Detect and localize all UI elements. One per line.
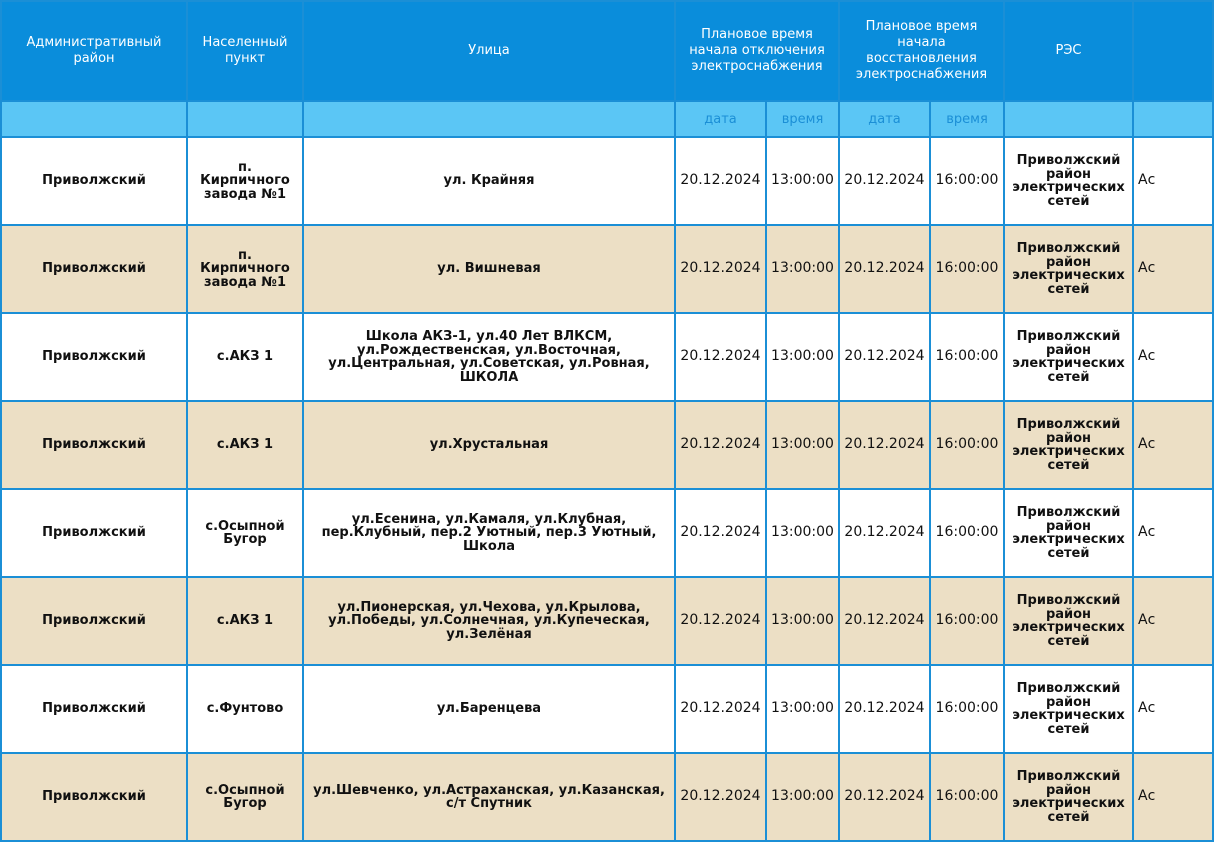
subheader-on-time: время: [930, 101, 1004, 137]
cell-off-date: 20.12.2024: [675, 225, 766, 313]
cell-on-date: 20.12.2024: [839, 225, 930, 313]
cell-locality: с.АКЗ 1: [187, 577, 303, 665]
cell-off-time: 13:00:00: [766, 313, 839, 401]
cell-on-date: 20.12.2024: [839, 577, 930, 665]
cell-street: ул.Есенина, ул.Камаля, ул.Клубная, пер.Клубный, пер.2 Уютный, пер.3 Уютный, Школа: [303, 489, 675, 577]
cell-locality: с.Осыпной Бугор: [187, 753, 303, 841]
cell-on-date: 20.12.2024: [839, 753, 930, 841]
cell-off-date: 20.12.2024: [675, 577, 766, 665]
cell-off-time: 13:00:00: [766, 401, 839, 489]
subheader-on-date: дата: [839, 101, 930, 137]
cell-extra: Ас: [1133, 225, 1213, 313]
cell-res: Приволжский район электрических сетей: [1004, 577, 1133, 665]
cell-street: ул.Баренцева: [303, 665, 675, 753]
cell-street: ул.Хрустальная: [303, 401, 675, 489]
cell-off-time: 13:00:00: [766, 137, 839, 225]
header-res: РЭС: [1004, 1, 1133, 101]
cell-district: Приволжский: [1, 577, 187, 665]
cell-off-time: 13:00:00: [766, 577, 839, 665]
cell-off-date: 20.12.2024: [675, 313, 766, 401]
cell-district: Приволжский: [1, 225, 187, 313]
table-row: [1, 225, 1213, 313]
cell-off-time: 13:00:00: [766, 489, 839, 577]
subheader-locality-empty: [187, 101, 303, 137]
subheader-street-empty: [303, 101, 675, 137]
cell-extra: Ас: [1133, 401, 1213, 489]
cell-off-date: 20.12.2024: [675, 665, 766, 753]
cell-off-date: 20.12.2024: [675, 489, 766, 577]
cell-on-date: 20.12.2024: [839, 665, 930, 753]
cell-on-time: 16:00:00: [930, 137, 1004, 225]
cell-locality: п. Кирпичного завода №1: [187, 137, 303, 225]
cell-extra: Ас: [1133, 313, 1213, 401]
table-body: [1, 137, 1213, 841]
cell-extra: Ас: [1133, 753, 1213, 841]
cell-off-date: 20.12.2024: [675, 137, 766, 225]
cell-district: Приволжский: [1, 753, 187, 841]
table-row: [1, 313, 1213, 401]
cell-extra: Ас: [1133, 665, 1213, 753]
cell-street: Школа АКЗ-1, ул.40 Лет ВЛКСМ, ул.Рождественская, ул.Восточная, ул.Центральная, ул.Советская, ул.Ровная, ШКОЛА: [303, 313, 675, 401]
table-subheader-row: [1, 101, 1213, 137]
cell-off-date: 20.12.2024: [675, 753, 766, 841]
cell-district: Приволжский: [1, 313, 187, 401]
table-row: [1, 137, 1213, 225]
cell-res: Приволжский район электрических сетей: [1004, 753, 1133, 841]
cell-street: ул.Шевченко, ул.Астраханская, ул.Казанская, с/т Спутник: [303, 753, 675, 841]
cell-on-time: 16:00:00: [930, 489, 1004, 577]
table-row: [1, 665, 1213, 753]
cell-on-date: 20.12.2024: [839, 489, 930, 577]
cell-off-time: 13:00:00: [766, 665, 839, 753]
cell-off-time: 13:00:00: [766, 225, 839, 313]
header-street: Улица: [303, 1, 675, 101]
table-header-row: [1, 1, 1213, 101]
cell-district: Приволжский: [1, 401, 187, 489]
table-row: [1, 489, 1213, 577]
cell-on-time: 16:00:00: [930, 665, 1004, 753]
cell-on-date: 20.12.2024: [839, 401, 930, 489]
cell-on-time: 16:00:00: [930, 225, 1004, 313]
cell-street: ул. Крайняя: [303, 137, 675, 225]
cell-locality: с.АКЗ 1: [187, 313, 303, 401]
cell-on-time: 16:00:00: [930, 313, 1004, 401]
cell-on-time: 16:00:00: [930, 577, 1004, 665]
cell-on-time: 16:00:00: [930, 753, 1004, 841]
cell-off-time: 13:00:00: [766, 753, 839, 841]
cell-extra: Ас: [1133, 489, 1213, 577]
cell-street: ул.Пионерская, ул.Чехова, ул.Крылова, ул.Победы, ул.Солнечная, ул.Купеческая, ул.Зелёная: [303, 577, 675, 665]
cell-on-date: 20.12.2024: [839, 137, 930, 225]
cell-on-time: 16:00:00: [930, 401, 1004, 489]
subheader-res-empty: [1004, 101, 1133, 137]
header-locality: Населенный пункт: [187, 1, 303, 101]
cell-locality: с.Фунтово: [187, 665, 303, 753]
subheader-off-time: время: [766, 101, 839, 137]
cell-res: Приволжский район электрических сетей: [1004, 401, 1133, 489]
cell-extra: Ас: [1133, 137, 1213, 225]
header-off-time: Плановое время начала отключения электроснабжения: [675, 1, 839, 101]
header-on-time: Плановое время начала восстановления электроснабжения: [839, 1, 1004, 101]
cell-locality: с.Осыпной Бугор: [187, 489, 303, 577]
subheader-district-empty: [1, 101, 187, 137]
cell-res: Приволжский район электрических сетей: [1004, 225, 1133, 313]
table-row: [1, 753, 1213, 841]
subheader-off-date: дата: [675, 101, 766, 137]
cell-locality: с.АКЗ 1: [187, 401, 303, 489]
subheader-extra-empty: [1133, 101, 1213, 137]
cell-off-date: 20.12.2024: [675, 401, 766, 489]
cell-locality: п. Кирпичного завода №1: [187, 225, 303, 313]
header-district: Административный район: [1, 1, 187, 101]
cell-district: Приволжский: [1, 137, 187, 225]
table-row: [1, 401, 1213, 489]
table-row: [1, 577, 1213, 665]
cell-district: Приволжский: [1, 665, 187, 753]
cell-res: Приволжский район электрических сетей: [1004, 137, 1133, 225]
cell-street: ул. Вишневая: [303, 225, 675, 313]
cell-res: Приволжский район электрических сетей: [1004, 665, 1133, 753]
header-extra: [1133, 1, 1213, 101]
cell-extra: Ас: [1133, 577, 1213, 665]
cell-on-date: 20.12.2024: [839, 313, 930, 401]
cell-district: Приволжский: [1, 489, 187, 577]
cell-res: Приволжский район электрических сетей: [1004, 313, 1133, 401]
cell-res: Приволжский район электрических сетей: [1004, 489, 1133, 577]
